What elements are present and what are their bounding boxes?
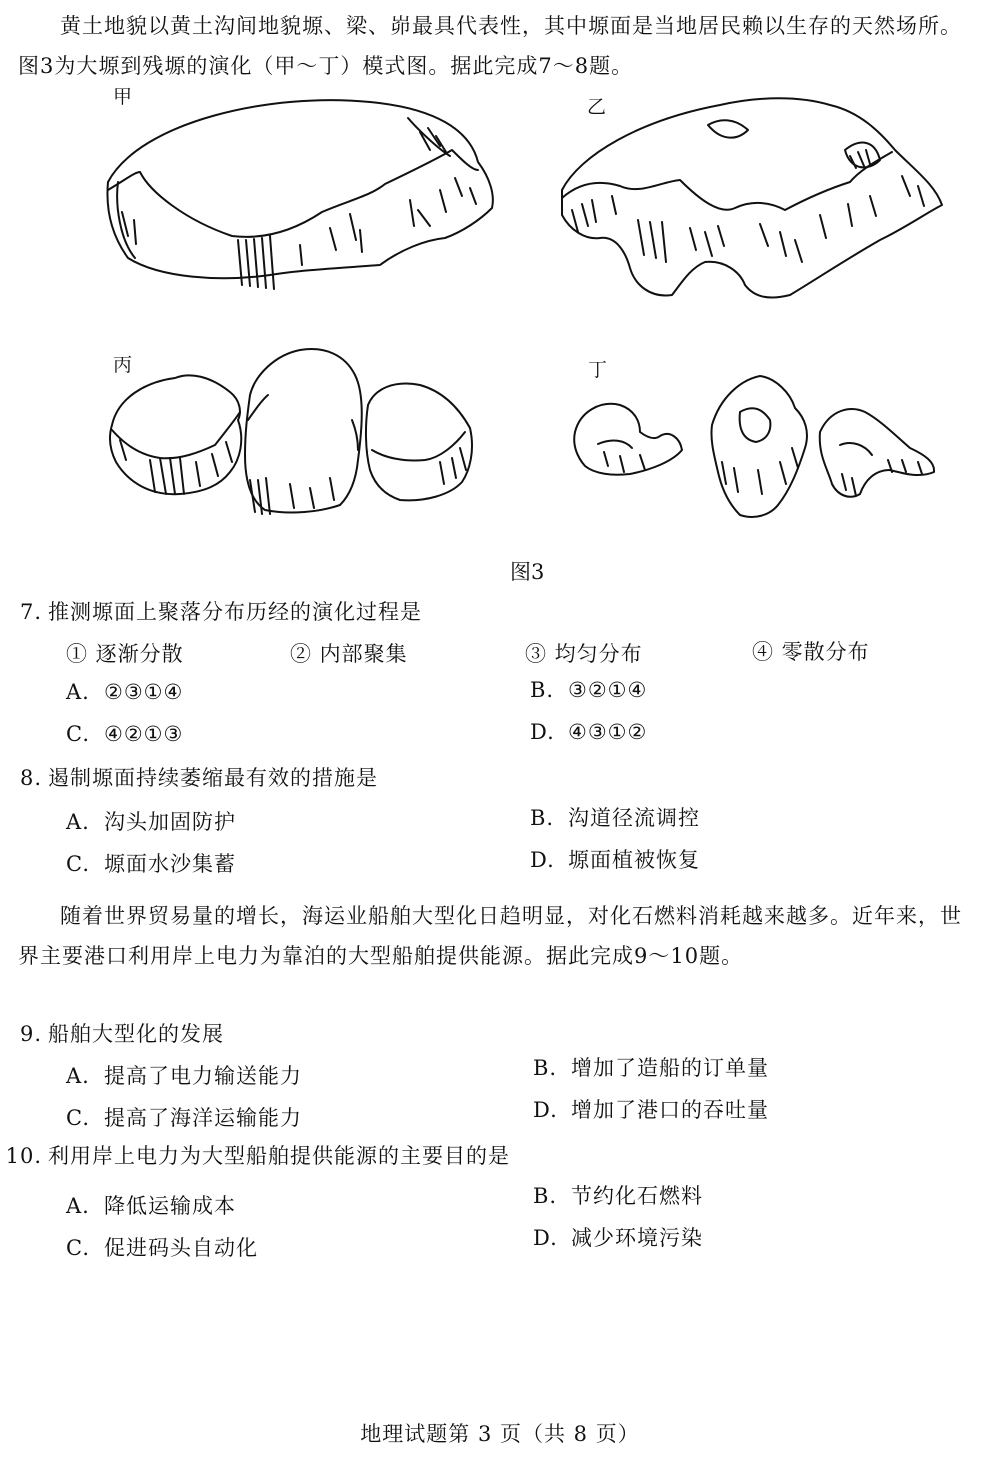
option-letter: B. bbox=[533, 1184, 558, 1208]
option-text: 提高了海洋运输能力 bbox=[104, 1106, 302, 1130]
figure-label-ding: 丁 bbox=[588, 359, 608, 381]
option-10a bbox=[66, 1190, 236, 1220]
option-text: 促进码头自动化 bbox=[104, 1236, 258, 1260]
option-10d bbox=[533, 1222, 703, 1252]
option-text: 塬面水沙集蓄 bbox=[104, 852, 236, 876]
option-letter: D. bbox=[530, 720, 555, 744]
question-stem-text: 船舶大型化的发展 bbox=[48, 1022, 224, 1046]
question-9-stem bbox=[0, 1018, 224, 1048]
figure-label-yi: 乙 bbox=[587, 96, 607, 118]
option-letter: B. bbox=[530, 806, 555, 830]
question-number: 10. bbox=[5, 1144, 42, 1168]
question-number: 8. bbox=[19, 766, 42, 790]
option-text: 塬面植被恢复 bbox=[568, 848, 700, 872]
option-letter: A. bbox=[66, 810, 90, 834]
plateau-ding-illustration bbox=[574, 376, 934, 517]
page-footer: 地理试题第 3 页（共 8 页） bbox=[360, 1422, 640, 1446]
option-text: 沟道径流调控 bbox=[568, 806, 700, 830]
option-text: 减少环境污染 bbox=[571, 1226, 703, 1250]
question-8-stem bbox=[0, 762, 378, 792]
question-stem-text: 遏制塬面持续萎缩最有效的措施是 bbox=[48, 766, 378, 790]
option-8c bbox=[66, 848, 236, 878]
option-text: ④③①② bbox=[568, 720, 648, 744]
option-7b bbox=[530, 678, 647, 702]
option-7a bbox=[66, 680, 183, 704]
plateau-yi-illustration bbox=[562, 98, 942, 297]
question-number: 9. bbox=[19, 1022, 42, 1046]
option-letter: D. bbox=[533, 1098, 558, 1122]
figure-label-jia: 甲 bbox=[113, 86, 133, 108]
figure-3-drawing bbox=[0, 80, 1000, 550]
option-letter: C. bbox=[66, 722, 90, 746]
option-letter: C. bbox=[66, 1106, 90, 1130]
option-letter: D. bbox=[533, 1226, 558, 1250]
option-8b bbox=[530, 802, 700, 832]
statement-4: ④ 零散分布 bbox=[752, 640, 870, 664]
option-text: 提高了电力输送能力 bbox=[104, 1064, 302, 1088]
option-10c bbox=[66, 1232, 258, 1262]
option-text: ③②①④ bbox=[568, 678, 648, 702]
question-stem-text: 推测塬面上聚落分布历经的演化过程是 bbox=[48, 600, 422, 624]
option-text: 增加了港口的吞吐量 bbox=[571, 1098, 769, 1122]
option-10b bbox=[533, 1180, 703, 1210]
option-letter: D. bbox=[530, 848, 555, 872]
statement-1: ① 逐渐分散 bbox=[66, 642, 184, 666]
option-text: 增加了造船的订单量 bbox=[571, 1056, 769, 1080]
option-text: 节约化石燃料 bbox=[571, 1184, 703, 1208]
figure-caption: 图3 bbox=[510, 560, 545, 584]
plateau-bing-illustration bbox=[110, 349, 472, 514]
question-7-stem bbox=[0, 596, 422, 626]
option-7c bbox=[66, 722, 183, 746]
question-10-stem bbox=[0, 1140, 510, 1170]
intro-paragraph-q9-10: 随着世界贸易量的增长，海运业船舶大型化日趋明显，对化石燃料消耗越来越多。近年来，世界主要港口利用岸上电力为靠泊的大型船舶提供能源。据此完成9～10题。 bbox=[18, 904, 962, 968]
figure-label-bing: 丙 bbox=[113, 354, 133, 376]
option-letter: A. bbox=[66, 680, 90, 704]
option-text: 降低运输成本 bbox=[104, 1194, 236, 1218]
option-letter: C. bbox=[66, 852, 90, 876]
option-9b bbox=[533, 1052, 769, 1082]
option-letter: A. bbox=[66, 1194, 90, 1218]
question-stem-text: 利用岸上电力为大型船舶提供能源的主要目的是 bbox=[48, 1144, 510, 1168]
option-8d bbox=[530, 844, 700, 874]
option-7d bbox=[530, 720, 647, 744]
option-letter: B. bbox=[530, 678, 555, 702]
plateau-jia-illustration bbox=[107, 100, 492, 289]
intro-paragraph-q7-8: 黄土地貌以黄土沟间地貌塬、梁、峁最具代表性，其中塬面是当地居民赖以生存的天然场所。图3为大塬到残塬的演化（甲～丁）模式图。据此完成7～8题。 bbox=[18, 14, 962, 78]
statement-2: ② 内部聚集 bbox=[290, 642, 408, 666]
option-8a bbox=[66, 806, 236, 836]
option-letter: A. bbox=[66, 1064, 90, 1088]
option-9a bbox=[66, 1060, 302, 1090]
option-text: ②③①④ bbox=[104, 680, 184, 704]
option-9d bbox=[533, 1094, 769, 1124]
statement-3: ③ 均匀分布 bbox=[525, 642, 643, 666]
option-text: 沟头加固防护 bbox=[104, 810, 236, 834]
question-number: 7. bbox=[19, 600, 42, 624]
option-text: ④②①③ bbox=[104, 722, 184, 746]
option-letter: C. bbox=[66, 1236, 90, 1260]
option-9c bbox=[66, 1102, 302, 1132]
option-letter: B. bbox=[533, 1056, 558, 1080]
